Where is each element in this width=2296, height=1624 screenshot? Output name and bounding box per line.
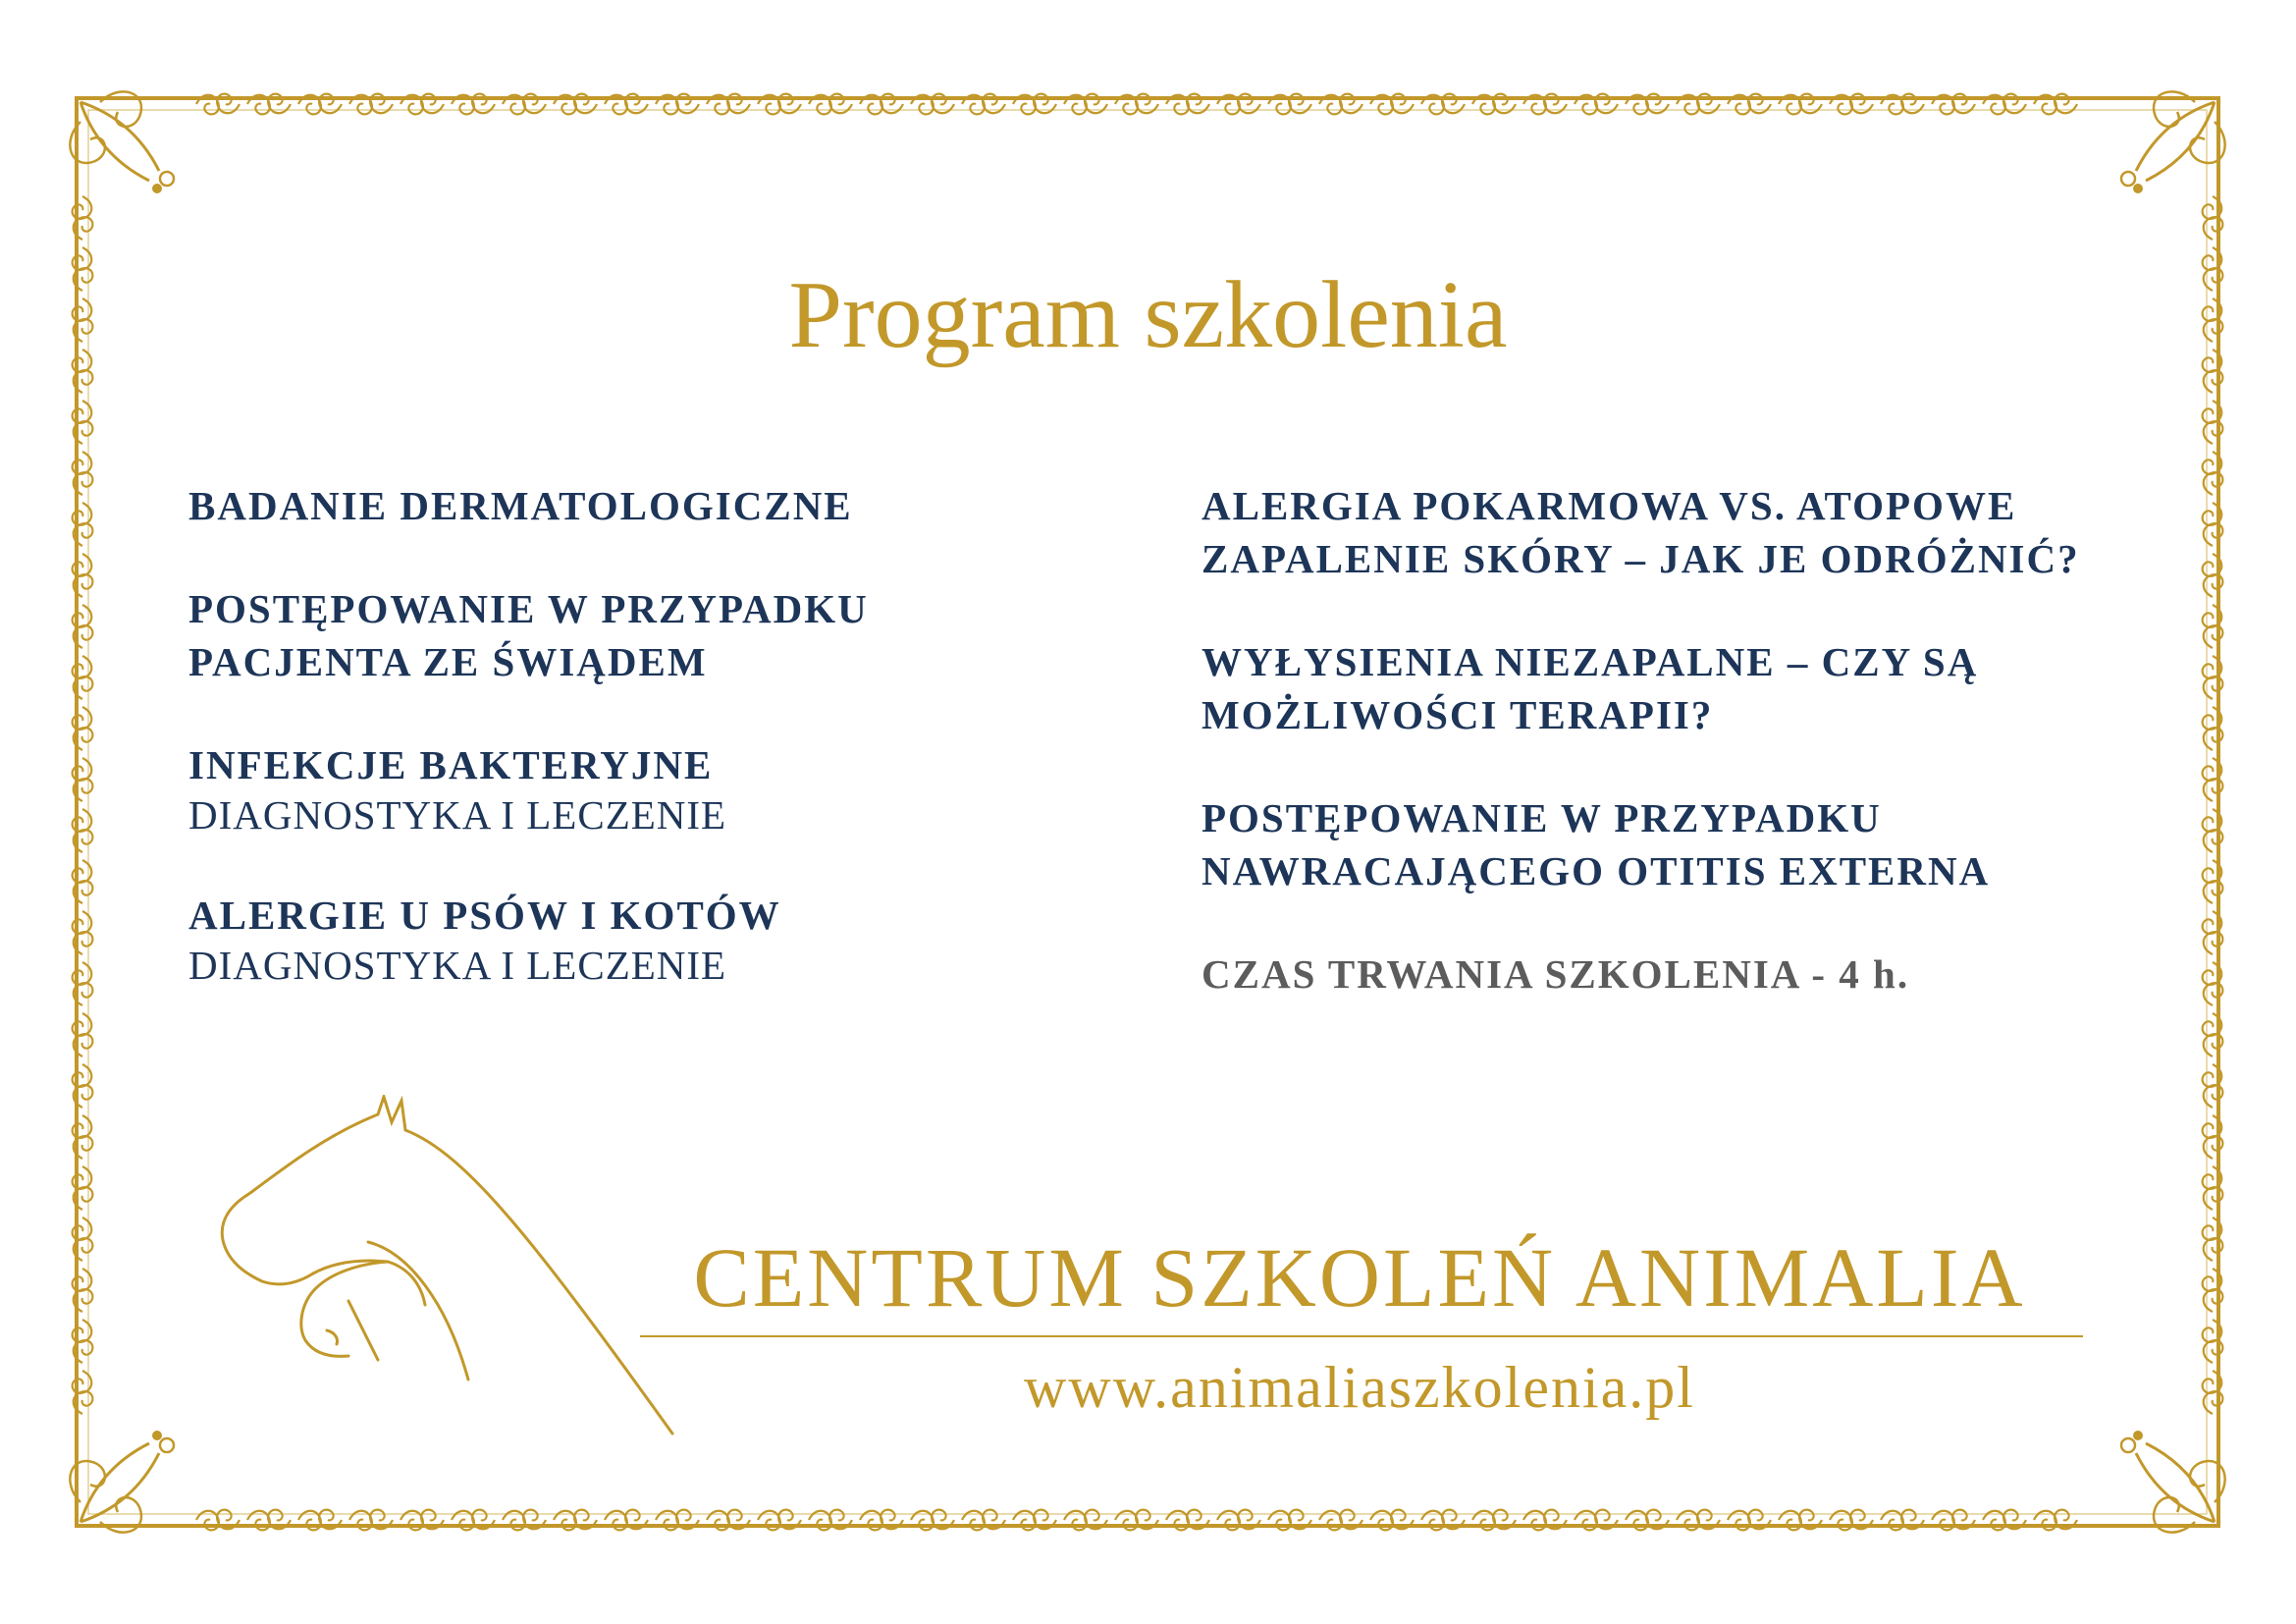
program-item-heading: INFEKCJE BAKTERYJNE bbox=[188, 742, 714, 787]
page-title: Program szkolenia bbox=[788, 262, 1508, 368]
program-left-column bbox=[188, 479, 1072, 1039]
program-item-heading: BADANIE DERMATOLOGICZNE bbox=[188, 483, 853, 528]
program-item-heading: POSTĘPOWANIE W PRZYPADKU PACJENTA ZE ŚWIĄDEM bbox=[188, 586, 869, 684]
program-item bbox=[188, 582, 974, 688]
program-item-heading: WYŁYSIENIA NIEZAPALNE – CZY SĄ MOŻLIWOŚCI TERAPII? bbox=[1201, 639, 1979, 737]
program-item bbox=[188, 738, 1072, 839]
program-right-column bbox=[1201, 479, 2124, 1001]
program-item-heading: POSTĘPOWANIE W PRZYPADKU NAWRACAJĄCEGO OTITIS EXTERNA bbox=[1201, 795, 1991, 893]
program-item bbox=[1201, 791, 2085, 897]
course-duration: CZAS TRWANIA SZKOLENIA - 4 h. bbox=[1201, 951, 1910, 997]
program-item bbox=[1201, 635, 2065, 741]
program-item bbox=[1201, 479, 2105, 585]
program-item-subtitle: DIAGNOSTYKA I LECZENIE bbox=[188, 943, 727, 988]
horse-and-dog-logo-icon bbox=[211, 1095, 682, 1448]
program-item bbox=[188, 889, 1072, 989]
program-item bbox=[188, 479, 1072, 532]
program-item-subtitle: DIAGNOSTYKA I LECZENIE bbox=[188, 792, 727, 838]
program-item-heading: ALERGIA POKARMOWA VS. ATOPOWE ZAPALENIE SKÓRY – JAK JE ODRÓŻNIĆ? bbox=[1201, 483, 2080, 581]
brand-name: CENTRUM SZKOLEŃ ANIMALIA bbox=[693, 1230, 2026, 1325]
program-item-heading: ALERGIE U PSÓW I KOTÓW bbox=[188, 893, 781, 938]
brand-url-link[interactable]: www.animaliaszkolenia.pl bbox=[1024, 1355, 1695, 1420]
brand-divider bbox=[640, 1335, 2083, 1337]
